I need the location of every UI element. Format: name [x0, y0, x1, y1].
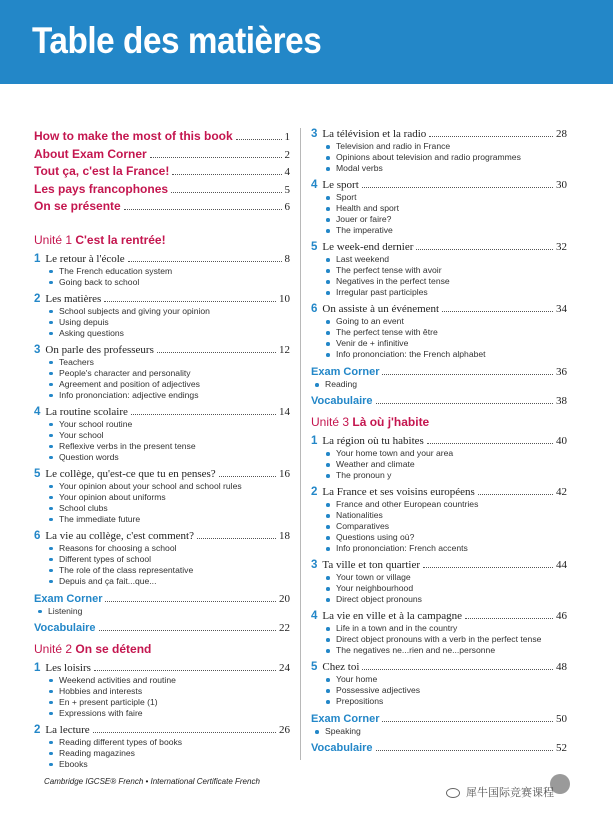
unit-heading: Unité 1 C'est la rentrée! [34, 232, 166, 247]
unit3-chapter-3[interactable]: 3 Ta ville et ton quartier 44 Your town or village Your neighbourhood Direct object pronouns [311, 559, 567, 604]
topic-item: Health and sport [322, 203, 567, 214]
wechat-icon [446, 788, 460, 798]
topic-item: Possessive adjectives [322, 685, 567, 696]
topic-item: Reasons for choosing a school [45, 543, 290, 554]
topic-item: Sport [322, 192, 567, 203]
topic-item: Direct object pronouns with a verb in the perfect tense [322, 634, 567, 645]
topic-item: Info prononciation: French accents [322, 543, 567, 554]
topic-item: Asking questions [45, 328, 290, 339]
topic-item: Teachers [45, 357, 290, 368]
topic-item: Depuis and ça fait...que... [45, 576, 290, 587]
unit3-chapter-4[interactable]: 4 La vie en ville et à la campagne 46 Life in a town and in the country Direct object pronouns with a verb in the perfect tense The negatives ne...rien and ne...personne [311, 610, 567, 655]
topic-item: Info prononciation: the French alphabet [322, 349, 567, 360]
intro-entry[interactable]: How to make the most of this book 1 [34, 129, 290, 143]
topic-item: Info prononciation: adjective endings [45, 390, 290, 401]
page-title: Table des matières [32, 20, 322, 61]
topic-item: Negatives in the perfect tense [322, 276, 567, 287]
topic-item: Going back to school [45, 277, 290, 288]
topic-item: Jouer or faire? [322, 214, 567, 225]
intro-entry[interactable]: Tout ça, c'est la France! 4 [34, 164, 290, 178]
topic-item: The pronoun y [322, 470, 567, 481]
topic-item: Listening [34, 606, 290, 617]
topic-item: Reading [311, 379, 567, 390]
topic-item: The perfect tense with être [322, 327, 567, 338]
topic-item: Questions using où? [322, 532, 567, 543]
topic-item: Your town or village [322, 572, 567, 583]
unit3-vocabulaire[interactable]: Vocabulaire 52 [311, 742, 567, 754]
topic-item: Using depuis [45, 317, 290, 328]
unit-heading: Unité 2 On se détend [34, 641, 152, 656]
topic-item: Television and radio in France [322, 141, 567, 152]
left-column [34, 128, 290, 770]
unit1-chapter-1[interactable]: 1 Le retour à l'école 8 The French education system Going back to school [34, 252, 290, 287]
topic-item: Expressions with faire [45, 708, 290, 719]
topic-item: The negatives ne...rien and ne...personne [322, 645, 567, 656]
unit1-chapter-2[interactable]: 2 Les matières 10 School subjects and giving your opinion Using depuis Asking questions [34, 292, 290, 338]
intro-entry[interactable]: About Exam Corner 2 [34, 146, 290, 161]
intro-entry[interactable]: Les pays francophones 5 [34, 181, 290, 196]
topic-item: Opinions about television and radio programmes [322, 152, 567, 163]
topic-item: The French education system [45, 266, 290, 277]
intro-entry[interactable]: On se présente 6 [34, 199, 290, 213]
topic-item: Ebooks [45, 759, 290, 770]
unit2-exam-corner[interactable]: Exam Corner 36 Reading [311, 366, 567, 389]
topic-item: Modal verbs [322, 163, 567, 174]
column-divider [300, 128, 301, 760]
topic-item: Question words [45, 452, 290, 463]
topic-item: Prepositions [322, 696, 567, 707]
topic-item: Hobbies and interests [45, 686, 290, 697]
intro-list [34, 128, 290, 216]
topic-item: Weekend activities and routine [45, 675, 290, 686]
topic-item: Life in a town and in the country [322, 623, 567, 634]
unit1-chapter-5[interactable]: 5 Le collège, qu'est-ce que tu en penses? 16 Your opinion about your school and school rules Your opinion about uniforms School clubs The immediate future [34, 467, 290, 524]
unit2-chapter-6[interactable]: 6 On assiste à un événement 34 Going to an event The perfect tense with être Venir de + infinitive Info prononciation: the French alphabet [311, 303, 567, 359]
unit2-chapter-3[interactable]: 3 La télévision et la radio 28 Television and radio in France Opinions about television and radio programmes Modal verbs [311, 128, 567, 173]
footer-credit: Cambridge IGCSE® French • International Certificate French [44, 777, 260, 786]
topic-item: Comparatives [322, 521, 567, 532]
unit3-exam-corner[interactable]: Exam Corner 50 Speaking [311, 713, 567, 736]
topic-item: Your neighbourhood [322, 583, 567, 594]
topic-item: Reading magazines [45, 748, 290, 759]
unit-heading: Unité 3 Là où j'habite [311, 415, 430, 429]
topic-item: Direct object pronouns [322, 594, 567, 605]
topic-item: France and other European countries [322, 499, 567, 510]
topic-item: Irregular past participles [322, 287, 567, 298]
unit1-chapter-6[interactable]: 6 La vie au collège, c'est comment? 18 Reasons for choosing a school Different types of school The role of the class representative Depuis and ça fait...que... [34, 529, 290, 586]
right-column [311, 128, 567, 755]
unit3-chapter-5[interactable]: 5 Chez toi 48 Your home Possessive adjectives Prepositions [311, 661, 567, 706]
unit3-chapter-1[interactable]: 1 La région où tu habites 40 Your home town and your area Weather and climate The pronoun y [311, 435, 567, 480]
topic-item: Your opinion about your school and school rules [45, 481, 290, 492]
topic-item: Your opinion about uniforms [45, 492, 290, 503]
topic-item: Reading different types of books [45, 737, 290, 748]
unit2-vocabulaire[interactable]: Vocabulaire 38 [311, 395, 567, 407]
topic-item: Weather and climate [322, 459, 567, 470]
topic-item: Last weekend [322, 254, 567, 265]
watermark: 犀牛国际竞赛课程 [446, 784, 554, 800]
topic-item: People's character and personality [45, 368, 290, 379]
topic-item: The imperative [322, 225, 567, 236]
topic-item: School subjects and giving your opinion [45, 306, 290, 317]
unit1-chapter-3[interactable]: 3 On parle des professeurs 12 Teachers People's character and personality Agreement and position of adjectives Info prononciation: adjective endings [34, 343, 290, 400]
topic-item: Different types of school [45, 554, 290, 565]
topic-item: The role of the class representative [45, 565, 290, 576]
topic-item: Nationalities [322, 510, 567, 521]
unit2-chapter-1[interactable]: 1 Les loisirs 24 Weekend activities and routine Hobbies and interests En + present participle (1) Expressions with faire [34, 661, 290, 718]
unit2-chapter-4[interactable]: 4 Le sport 30 Sport Health and sport Jouer or faire? The imperative [311, 179, 567, 235]
topic-item: Agreement and position of adjectives [45, 379, 290, 390]
topic-item: The perfect tense with avoir [322, 265, 567, 276]
unit1-vocabulaire[interactable]: Vocabulaire 22 [34, 621, 290, 634]
header-banner [0, 0, 613, 84]
topic-item: Speaking [311, 726, 567, 737]
unit3-chapter-2[interactable]: 2 La France et ses voisins européens 42 France and other European countries Nationalities Comparatives Questions using où? Info prononciation: French accents [311, 486, 567, 553]
topic-item: Your school routine [45, 419, 290, 430]
topic-item: School clubs [45, 503, 290, 514]
unit2-chapter-2[interactable]: 2 La lecture 26 Reading different types of books Reading magazines Ebooks [34, 723, 290, 769]
topic-item: Your home [322, 674, 567, 685]
topic-item: The immediate future [45, 514, 290, 525]
topic-item: Your school [45, 430, 290, 441]
unit1-chapter-4[interactable]: 4 La routine scolaire 14 Your school routine Your school Reflexive verbs in the present tense Question words [34, 405, 290, 462]
unit1-exam-corner[interactable]: Exam Corner 20 Listening [34, 592, 290, 616]
topic-item: Your home town and your area [322, 448, 567, 459]
topic-item: En + present participle (1) [45, 697, 290, 708]
topic-item: Going to an event [322, 316, 567, 327]
topic-item: Venir de + infinitive [322, 338, 567, 349]
topic-item: Reflexive verbs in the present tense [45, 441, 290, 452]
unit2-chapter-5[interactable]: 5 Le week-end dernier 32 Last weekend The perfect tense with avoir Negatives in the perfect tense Irregular past participles [311, 241, 567, 297]
